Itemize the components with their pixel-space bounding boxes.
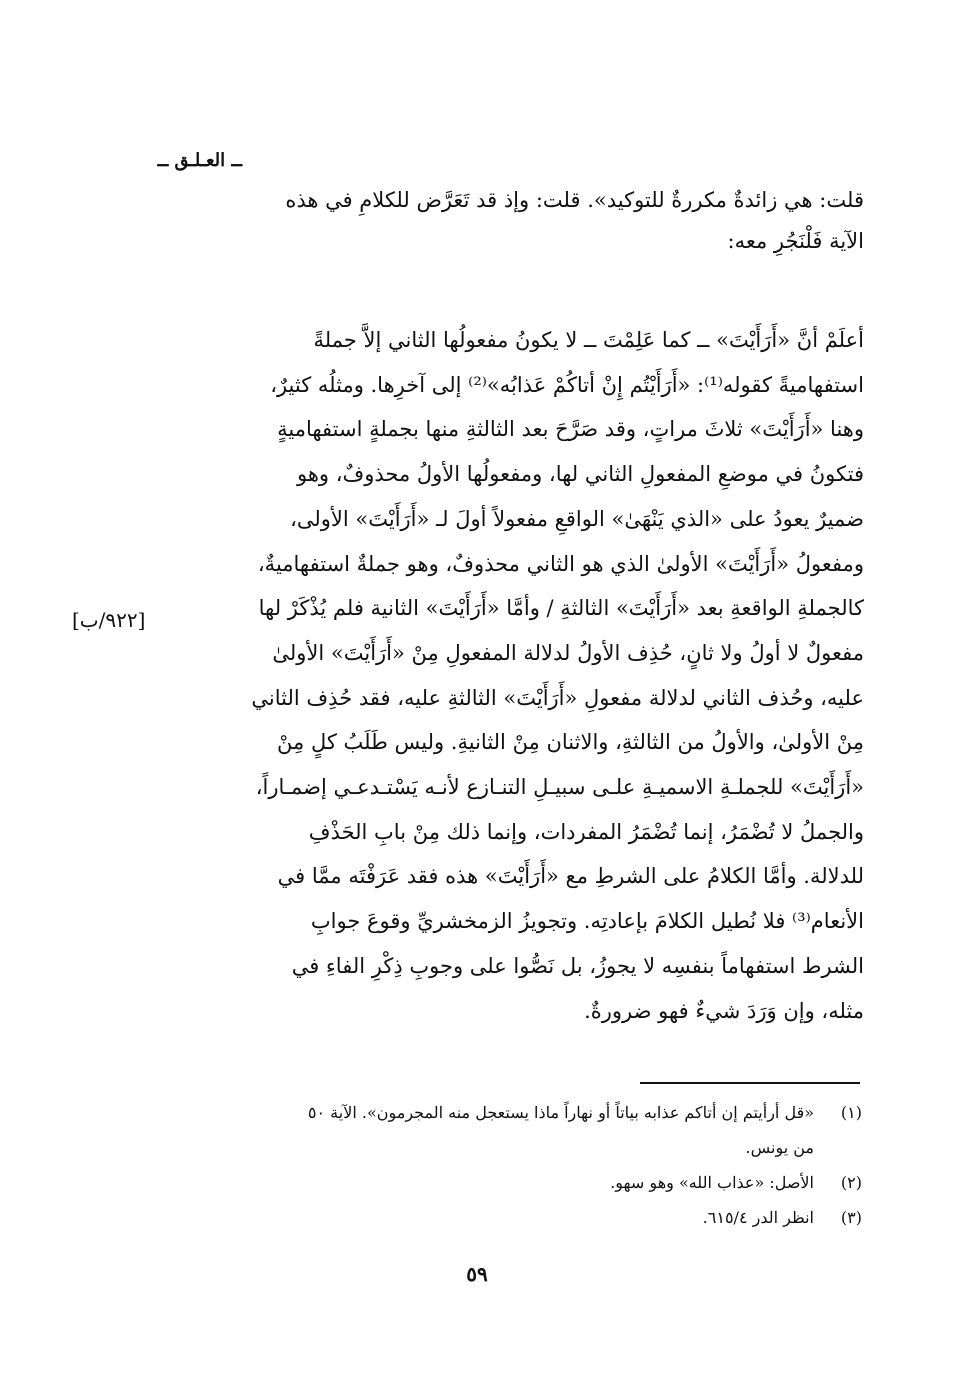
footnotes [162, 1095, 862, 1235]
footnote-number: (٢) [840, 1173, 862, 1192]
text-line: «أَرَأَيْتَ» للجملـةِ الاسميـةِ علـى سبيـلِ التنـازع لأنـه يَسْتـدعـي إضمـاراً، [255, 775, 864, 800]
text-line: والجملُ لا تُضْمَرُ، إنما تُضْمَرُ المفردات، وإنما ذلك مِنْ بابِ الحَذْفِ [308, 819, 864, 844]
text-line: قلت: هي زائدةٌ مكررةٌ للتوكيد». قلت: وإذ قد تَعَرَّض للكلامِ في هذه [285, 188, 864, 212]
intro-paragraph [164, 180, 864, 262]
text-line: وهنا «أَرَأَيْتَ» ثلاثَ مراتٍ، وقد صَرَّحَ بعد الثالثةِ منها بجملةٍ استفهاميةٍ [277, 417, 864, 442]
text-line: للدلالة. وأمَّا الكلامُ على الشرطِ مع «أَرَأَيْتَ» هذه فقد عَرَفْتَه ممَّا في [277, 864, 864, 889]
footnote-number: (١) [840, 1103, 862, 1122]
text-line: الأنعام⁽³⁾ فلا نُطيل الكلامَ بإعادتِه. وتجويزُ الزمخشريِّ وقوعَ جوابِ [310, 909, 864, 934]
text-line: كالجملةِ الواقعةِ بعد «أَرَأَيْتَ» الثالثةِ / وأمَّا «أَرَأَيْتَ» الثانية فلم يُذْكَرْ لها [258, 596, 864, 621]
text-line: مثله، وإن وَرَدَ شيءٌ فهو ضرورةٌ. [584, 998, 864, 1023]
text-line: أعلَمْ أنَّ «أَرَأَيْتَ» ــ كما عَلِمْتَ ــ لا يكونُ مفعولُها الثاني إلاَّ جملةً [313, 328, 864, 352]
footnote [162, 1095, 862, 1130]
text-line: ومفعولُ «أَرَأَيْتَ» الأولىٰ الذي هو الثاني محذوفٌ، وهو جملةٌ استفهاميةٌ، [257, 551, 864, 576]
text-line: الشرط استفهاماً بنفسِه لا يجوزُ، بل نَصُّوا على وجوبِ ذِكْرِ الفاءِ في [291, 953, 864, 978]
page-number: ٥٩ [466, 1262, 488, 1286]
text-line: مفعولٌ لا أولُ ولا ثانٍ، حُذِف الأولُ لدلالة المفعولِ مِنْ «أَرَأَيْتَ» الأولىٰ [272, 640, 864, 665]
footnote-text: الأصل: «عذاب الله» وهو سهو. [610, 1173, 814, 1192]
text-line: استفهاميةً كقوله⁽¹⁾: «أَرَأَيْتُم إِنْ أتاكُمْ عَذابُه»⁽²⁾ إلى آخرِها. ومثلُه كثيرٌ، [270, 372, 864, 397]
manuscript-folio-reference: [٩٢٢/ب] [72, 608, 146, 632]
running-header: ــ العـلـق ــ [157, 150, 242, 171]
footnote [162, 1165, 862, 1200]
text-line: الآية فَلْنَجُرِ معه: [727, 229, 864, 253]
text-line: مِنْ الأولىٰ، والأولُ من الثالثةِ، والاثنان مِنْ الثانيةِ. وليس طَلَبُ كلٍ مِنْ [277, 730, 864, 755]
text-line: عليه، وحُذف الثاني لدلالة مفعولِ «أَرَأَيْتَ» الثالثةِ عليه، فقد حُذِف الثاني [251, 685, 864, 710]
footnote-text: «قل أرأيتم إن أتاكم عذابه بياتاً أو نهاراً ماذا يستعجل منه المجرمون». الآية ٥٠ [307, 1103, 814, 1122]
footnote-text: انظر الدر ٦١٥/٤. [702, 1208, 814, 1227]
main-commentary [164, 318, 864, 1033]
footnote [162, 1200, 862, 1235]
footnote-divider [640, 1082, 860, 1084]
footnote-number: (٣) [840, 1208, 862, 1227]
text-line: ضميرٌ يعودُ على «الذي يَنْهَىٰ» الواقعِ مفعولاً أولَ لـ «أَرَأَيْتَ» الأولى، [290, 506, 864, 531]
footnote-continuation: من يونس. [745, 1138, 814, 1157]
text-line: فتكونُ في موضعِ المفعولِ الثاني لها، ومفعولُها الأولُ محذوفٌ، وهو [296, 462, 864, 487]
